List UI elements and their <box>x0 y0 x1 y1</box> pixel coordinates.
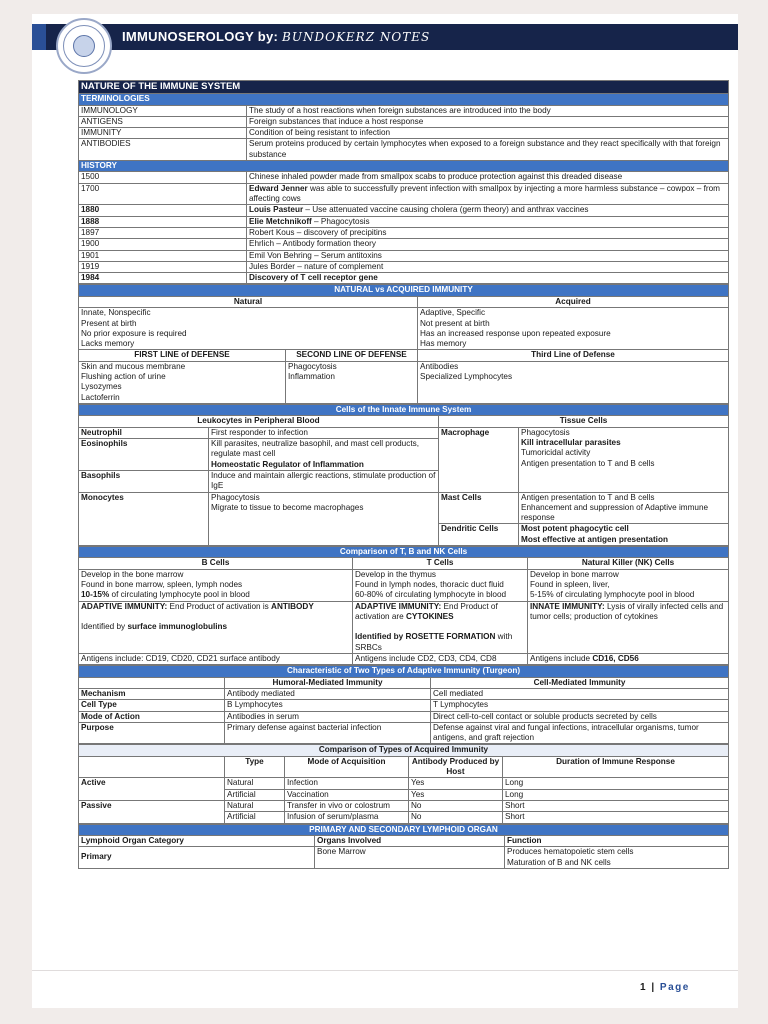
cell-name: Mast Cells <box>439 492 519 524</box>
natural-acquired-table <box>78 284 729 403</box>
nature-table <box>78 80 729 284</box>
cell-desc: Phagocytosis Kill intracellular parasites Tumoricidal activity Antigen presentation to T and B cells <box>519 427 729 492</box>
table-row: Primary Bone Marrow Produces hematopoietic stem cells Maturation of B and NK cells <box>79 847 729 869</box>
document-page <box>32 14 738 1008</box>
nk-cell-immunity: INNATE IMMUNITY: Lysis of virally infected cells and tumor cells; production of cytokines <box>528 601 729 653</box>
page-footer: 1 | Page <box>640 982 690 993</box>
natural-list: Innate, Nonspecific Present at birth No prior exposure is required Lacks memory <box>79 308 418 350</box>
event-cell: Chinese inhaled powder made from smallpox scabs to produce protection against this dreaded disease <box>247 172 729 183</box>
lymphoid-table: PRIMARY AND SECONDARY LYMPHOID ORGAN Lymphoid Organ Category Organs Involved Function Primary Bone Marrow Produces hematopoietic stem cells Maturation of B and NK cells <box>78 824 729 869</box>
year-cell: 1900 <box>79 239 247 250</box>
section-title: Comparison of T, B and NK Cells <box>79 546 729 558</box>
t-cell-immunity: ADAPTIVE IMMUNITY: End Product of activation are CYTOKINES Identified by ROSETTE FORMATION with SRBCs <box>353 601 528 653</box>
table-row <box>79 116 729 127</box>
b-cells-header: B Cells <box>79 558 353 569</box>
natural-header: Natural <box>79 296 418 307</box>
acquired-list: Adaptive, Specific Not present at birth Has an increased response upon repeated exposure Has memory <box>418 308 729 350</box>
section-title: PRIMARY AND SECONDARY LYMPHOID ORGAN <box>79 824 729 836</box>
table-row <box>79 172 729 183</box>
table-row: Mode of Action Antibodies in serum Direct cell-to-cell contact or soluble products secreted by cells <box>79 711 729 722</box>
cell-name: Neutrophil <box>79 427 209 438</box>
table-row: Purpose Primary defense against bacterial infection Defense against viral and fungal infections, intracellular organisms, tumor antigens, and graft rejection <box>79 722 729 744</box>
b-cell-antigens: Antigens include: CD19, CD20, CD21 surface antibody <box>79 653 353 664</box>
cell-name: Dendritic Cells <box>439 524 519 546</box>
table-row <box>79 105 729 116</box>
table-row <box>79 205 729 216</box>
cell-desc: Induce and maintain allergic reactions, stimulate production of IgE <box>209 470 439 492</box>
event-cell: Louis Pasteur – Use attenuated vaccine causing cholera (germ theory) and anthrax vaccines <box>247 205 729 216</box>
duration-header: Duration of Immune Response <box>503 756 729 778</box>
term-cell: IMMUNOLOGY <box>79 105 247 116</box>
mode-header: Mode of Acquisition <box>285 756 409 778</box>
section-title: Cells of the Innate Immune System <box>79 404 729 416</box>
acquired-header: Acquired <box>418 296 729 307</box>
cell-desc: Phagocytosis Migrate to tissue to become macrophages <box>209 492 439 545</box>
tissue-cells-header: Tissue Cells <box>439 416 729 427</box>
innate-cells-table <box>78 404 729 546</box>
title-banner <box>32 24 738 50</box>
cell-desc: Most potent phagocytic cell Most effective at antigen presentation <box>519 524 729 546</box>
definition-cell: Serum proteins produced by certain lymphocytes when exposed to a foreign substance and they react specifically with that foreign substance <box>247 139 729 161</box>
year-cell: 1700 <box>79 183 247 205</box>
definition-cell: Foreign substances that induce a host response <box>247 116 729 127</box>
year-cell: 1888 <box>79 216 247 227</box>
second-line-list: Phagocytosis Inflammation <box>286 361 418 403</box>
event-cell: Robert Kous – discovery of precipitins <box>247 227 729 238</box>
term-cell: ANTIBODIES <box>79 139 247 161</box>
year-cell: 1880 <box>79 205 247 216</box>
table-row <box>79 183 729 205</box>
cell-name: Eosinophils <box>79 439 209 471</box>
year-cell: 1897 <box>79 227 247 238</box>
type-header: Type <box>225 756 285 778</box>
cell-name: Monocytes <box>79 492 209 545</box>
event-cell: Emil Von Behring – Serum antitoxins <box>247 250 729 261</box>
section-title: Comparison of Types of Acquired Immunity <box>79 745 729 756</box>
definition-cell: The study of a host reactions when foreign substances are introduced into the body <box>247 105 729 116</box>
notes-content <box>78 80 728 869</box>
event-cell: Elie Metchnikoff – Phagocytosis <box>247 216 729 227</box>
tbnk-table <box>78 546 729 665</box>
banner-accent <box>32 24 46 50</box>
year-cell: 1500 <box>79 172 247 183</box>
table-row <box>79 216 729 227</box>
table-row <box>79 250 729 261</box>
section-title: Characteristic of Two Types of Adaptive Immunity (Turgeon) <box>79 666 729 678</box>
year-cell: 1919 <box>79 261 247 272</box>
section-title: NATURE OF THE IMMUNE SYSTEM <box>79 81 729 94</box>
t-cells-header: T Cells <box>353 558 528 569</box>
table-row <box>79 139 729 161</box>
nk-cell-detail: Develop in bone marrow Found in spleen, liver, 5-15% of circulating lymphocyte pool in blood <box>528 569 729 601</box>
cell-mediated-header: Cell-Mediated Immunity <box>431 677 729 688</box>
year-cell: 1901 <box>79 250 247 261</box>
document-title <box>122 29 430 44</box>
adaptive-immunity-table <box>78 665 729 744</box>
leukocytes-header: Leukocytes in Peripheral Blood <box>79 416 439 427</box>
seal-logo <box>56 18 112 74</box>
author-text: BUNDOKERZ NOTES <box>282 30 431 44</box>
cell-name: Macrophage <box>439 427 519 492</box>
definition-cell: Condition of being resistant to infection <box>247 128 729 139</box>
cell-desc: Antigen presentation to T and B cells Enhancement and suppression of Adaptive immune response <box>519 492 729 524</box>
event-cell: Edward Jenner was able to successfully prevent infection with smallpox by injecting a more harmless substance – cowpox – from affecting cows <box>247 183 729 205</box>
year-cell: 1984 <box>79 273 247 284</box>
third-line-list: Antibodies Specialized Lymphocytes <box>418 361 729 403</box>
table-row: Artificial Infusion of serum/plasma No Short <box>79 812 729 823</box>
first-line-header: FIRST LINE of DEFENSE <box>79 350 286 361</box>
table-row <box>79 227 729 238</box>
cell-desc: First responder to infection <box>209 427 439 438</box>
term-cell: ANTIGENS <box>79 116 247 127</box>
cell-name: Basophils <box>79 470 209 492</box>
acquired-types-table <box>78 744 729 823</box>
event-cell: Ehrlich – Antibody formation theory <box>247 239 729 250</box>
event-cell: Jules Border – nature of complement <box>247 261 729 272</box>
t-cell-antigens: Antigens include CD2, CD3, CD4, CD8 <box>353 653 528 664</box>
section-title: NATURAL vs ACQUIRED IMMUNITY <box>79 285 729 297</box>
table-row: Mechanism Antibody mediated Cell mediated <box>79 688 729 699</box>
footer-divider <box>32 970 738 971</box>
term-cell: IMMUNITY <box>79 128 247 139</box>
table-row: Passive Natural Transfer in vivo or colostrum No Short <box>79 800 729 811</box>
table-row <box>79 239 729 250</box>
table-row: Cell Type B Lymphocytes T Lymphocytes <box>79 700 729 711</box>
humoral-header: Humoral-Mediated Immunity <box>225 677 431 688</box>
table-row <box>79 261 729 272</box>
table-row <box>79 128 729 139</box>
third-line-header: Third Line of Defense <box>418 350 729 361</box>
nk-cell-antigens: Antigens include CD16, CD56 <box>528 653 729 664</box>
table-row: Active Natural Infection Yes Long <box>79 778 729 789</box>
cell-desc: Kill parasites, neutralize basophil, and mast cell products, regulate mast cell Homeostatic Regulator of Inflammation <box>209 439 439 471</box>
subsection-title: TERMINOLOGIES <box>79 94 729 106</box>
title-text: IMMUNOSEROLOGY by: <box>122 29 279 44</box>
subsection-title: HISTORY <box>79 160 729 172</box>
table-row: Artificial Vaccination Yes Long <box>79 789 729 800</box>
nk-cells-header: Natural Killer (NK) Cells <box>528 558 729 569</box>
first-line-list: Skin and mucous membrane Flushing action of urine Lysozymes Lactoferrin <box>79 361 286 403</box>
table-row <box>79 273 729 284</box>
b-cell-detail: Develop in the bone marrow Found in bone marrow, spleen, lymph nodes 10-15% of circulating lymphocyte pool in blood <box>79 569 353 601</box>
antibody-header: Antibody Produced by Host <box>409 756 503 778</box>
second-line-header: SECOND LINE OF DEFENSE <box>286 350 418 361</box>
b-cell-immunity: ADAPTIVE IMMUNITY: End Product of activation is ANTIBODY Identified by surface immunoglobulins <box>79 601 353 653</box>
t-cell-detail: Develop in the thymus Found in lymph nodes, thoracic duct fluid 60-80% of circulating lymphocyte in blood <box>353 569 528 601</box>
event-cell: Discovery of T cell receptor gene <box>247 273 729 284</box>
